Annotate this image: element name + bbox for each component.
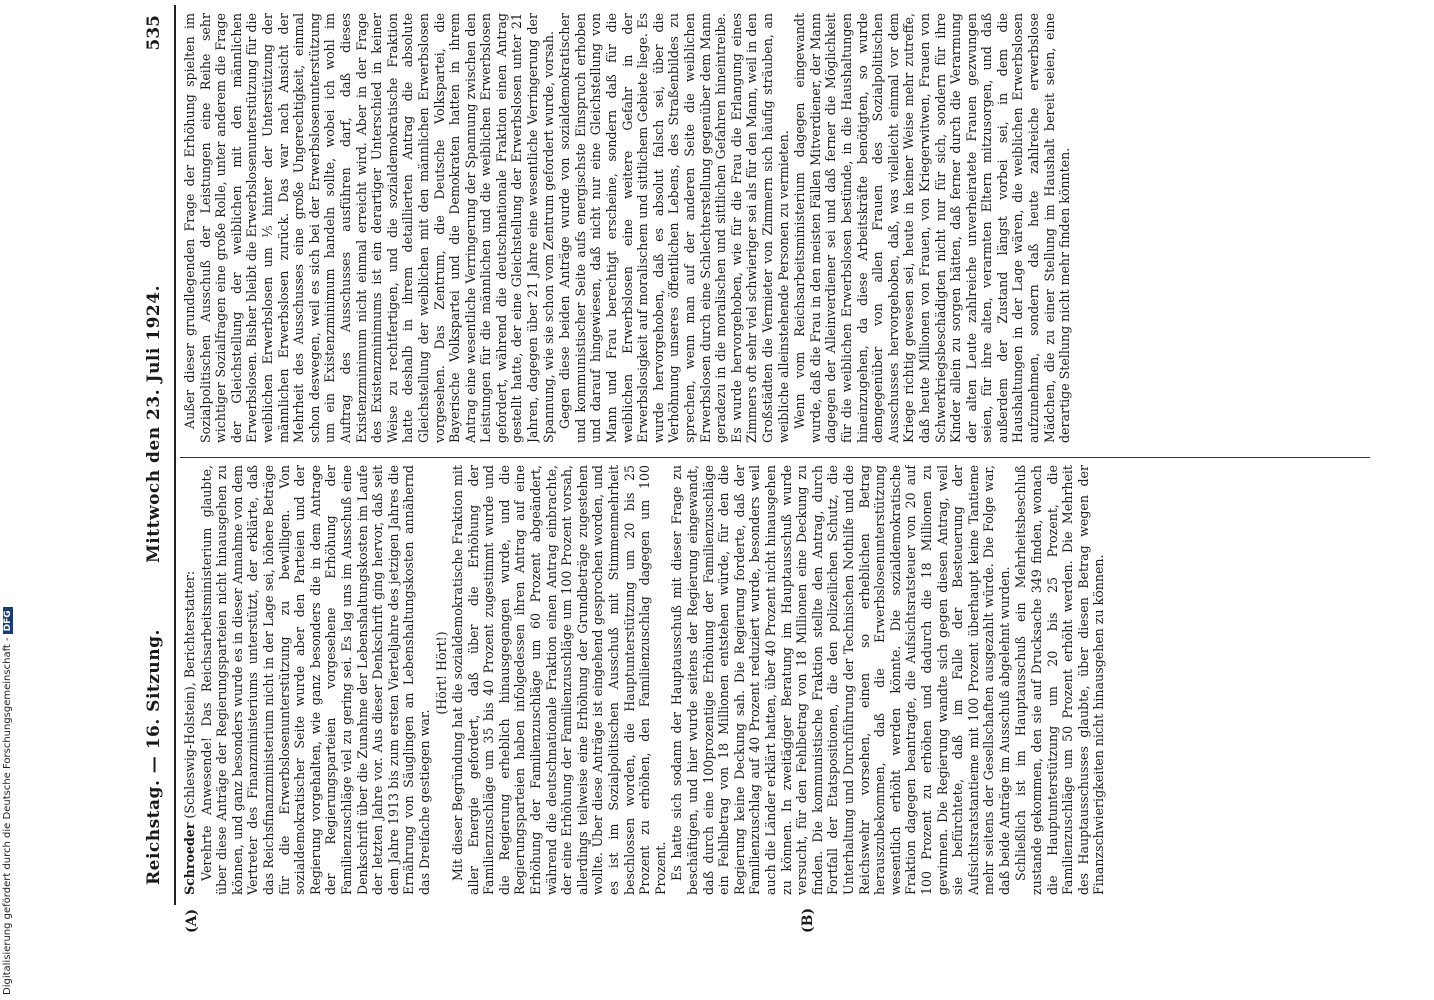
rotated-content: [140, 5, 1380, 933]
right-column: [182, 13, 1370, 443]
margin-mark-b: (B): [800, 907, 816, 933]
page-number: 535: [144, 15, 164, 51]
header-left: Reichstag. — 16. Sitzung.: [144, 629, 164, 885]
credit-text: Digitalisierung gefördert durch die Deutsche Forschungsgemeinschaft -: [2, 637, 13, 995]
paragraph: Gegen diese beiden Anträge wurde von sozialdemokratischer und kommunistischer Seite aufs energischste Einspruch erhoben und darauf hingewiesen, daß nicht nur eine Gleichstellung von Mann und Frau berechtigt erscheine, sondern daß für die weiblichen Erwerbslosen eine weitere Gefahr in der Erwerbslosigkeit auf moralischem und sittlichem Gebiete liege. Es wurde hervorgehoben, daß es absolut falsch sei, über die Verhöhnung unseres öffentlichen Lebens, des Straßenbildes zu sprechen, wenn man auf der anderen Seite die weiblichen Erwerbslosen durch eine Schlechterstellung gegenüber dem Mann geradezu in die moralischen und sittlichen Gefahren hineintreibe. Es wurde hervorgehoben, wie für die Frau die Erlangung eines Zimmers oft sehr viel schwieriger sei als für den Mann, weil in den Großstädten die Vermieter von Zimmern sich häufig sträuben, an weibliche alleinstehende Personen zu vermieten.: [557, 13, 791, 443]
interjection: (Hört! Hört!): [433, 631, 449, 715]
header-right: Mittwoch den 23. Juli 1924.: [144, 285, 164, 564]
margin-mark-a: (A): [184, 908, 200, 933]
paragraph: Außer dieser grundlegenden Frage der Erhöhung spielten im Sozialpolitischen Ausschuß der Leistungen eine Reihe sehr wichtiger Sozialfragen eine große Rolle, unter anderem die Frage der Gleichstellung der weiblichen mit den männlichen Erwerbslosen. Bisher bleibt die Erwerbslosenunterstützung für die weiblichen Erwerbslosen um ⅕ hinter der Unterstützung der männlichen Erwerbslosen zurück. Das war nach Ansicht der Mehrheit des Ausschusses eine große Ungerechtigkeit, einmal schon deswegen, weil es sich bei der Erwerbslosenunterstützung um ein Existenzminimum handeln sollte, wobei ich wohl im Auftrag des Ausschusses ausführen darf, daß dieses Existenzminimum nicht einmal erreicht wird. Aber in der Frage des Existenzminimums ist ein derartiger Unterschied in keiner Weise zu rechtfertigen, und die sozialdemokratische Fraktion hatte deshalb in ihrem detaillierten Antrag die absolute Gleichstellung der weiblichen mit den männlichen Erwerbslosen vorgesehen. Das Zentrum, die Deutsche Volkspartei, die Bayerische Volkspartei und die Demokraten hatten in ihrem Antrag eine wesentliche Verringerung der Spannung zwischen den Leistungen für die männlichen und die weiblichen Erwerbslosen gefordert, während die deutschnationale Fraktion einen Antrag gestellt hatte, der eine Gleichstellung der Erwerbslosen unter 21 Jahren, dagegen über 21 Jahre eine wesentliche Verringerung der Spannung, wie sie schon vom Zentrum gefordert wurde, vorsah.: [182, 13, 556, 443]
paragraph: Es hatte sich sodann der Hauptausschuß mit dieser Frage zu beschäftigen, und hier wurde seitens der Regierung eingewandt, daß durch eine 100prozentige Erhöhung der Familienzuschläge ein Fehlbetrag von 18 Millionen entstehen würde, für den die Regierung keine Deckung sah. Die Regierung forderte, daß der Familienzuschlag auf 40 Prozent reduziert wurde, besonders weil auch die Länder erklärt hatten, über 40 Prozent nicht hinausgehen zu können. In zweitägiger Beratung im Hauptausschuß wurde versucht, für den Fehlbetrag von 18 Millionen eine Deckung zu finden. Die kommunistische Fraktion stellte den Antrag, durch Fortfall der Etatspositionen, die den polizeilichen Schutz, die Unterhaltung und Durchführung der Technischen Nothilfe und die Reichswehr vorsehen, einen so erheblichen Betrag herauszubekommen, daß die Erwerbslosenunterstützung wesentlich erhöht werden könnte. Die sozialdemokratische Fraktion dagegen beantragte, die Aufsichtsratsteuer von 20 auf 100 Prozent zu erhöhen und dadurch die 18 Millionen zu gewinnen. Die Regierung wandte sich gegen diesen Antrag, weil sie befürchtete, daß im Falle der Besteuerung der Aufsichtsratstantieme mit 100 Prozent überhaupt keine Tantieme mehr seitens der Gesellschaften ausgezahlt würde. Die Folge war, daß beide Anträge im Ausschuß abgelehnt wurden.: [669, 465, 1012, 895]
dfg-logo: DFG: [3, 607, 13, 634]
paragraph: Mit dieser Begründung hat die sozialdemokratische Fraktion mit aller Energie gefordert, daß über die Erhöhung der Familienzuschläge um 35 bis 40 Prozent zugestimmt wurde und die Regierung erheblich hinausgegangen wurde, und die Regierungsparteien haben infolgedessen ihren Antrag auf eine Erhöhung der Familienzuschläge um 60 Prozent abgeändert, während die deutschnationale Fraktion einen Antrag einbrachte, der eine Erhöhung der Familienzuschläge um 100 Prozent vorsah, allerdings teilweise eine Erhöhung der Grundbeträge zugestehen wollte. Über diese Anträge ist eingehend gesprochen worden, und es ist im Sozialpolitischen Ausschuß mit Stimmenmehrheit beschlossen worden, die Hauptunterstützung um 20 bis 25 Prozent zu erhöhen, den Familienzuschlag dagegen um 100 Prozent.: [450, 465, 668, 895]
page-header: [140, 5, 176, 905]
left-column: [182, 465, 1370, 895]
paragraph: Verehrte Anwesende! Das Reichsarbeitsministerium glaubte, über diese Anträge der Regierungsparteien nicht hinausgehen zu können, und ganz besonders wurde es in dieser Annahme von dem Vertreter des Finanzministeriums unterstützt, der erklärte, daß das Reichsfinanzministerium nicht in der Lage sei, höhere Beträge für die Erwerbslosenunterstützung zu bewilligen. Von sozialdemokratischer Seite wurde aber den Parteien und der Regierung vorgehalten, wie ganz besonders die in dem Antrage der Regierungsparteien vorgesehene Erhöhung der Familienzuschläge viel zu gering sei. Es lag uns im Ausschuß eine Denkschrift über die Zunahme der Lebenshaltungskosten im Laufe der letzten Jahre vor. Aus dieser Denkschrift ging hervor, daß seit dem Jahre 1913 bis zum ersten Vierteljahre des jetzigen Jahres die Ernährung von Säuglingen an Lebenshaltungskosten annähernd das Dreifache gestiegen war.: [198, 465, 432, 895]
column-divider: [180, 457, 1370, 458]
speaker-name: Schroeder: [182, 822, 197, 895]
speaker-note: (Schleswig-Holstein), Berichterstatter:: [182, 570, 197, 819]
paragraph: Schließlich ist im Hauptausschuß ein Mehrheitsbeschluß zustande gekommen, den sie auf Drucksache 349 finden, wonach die Hauptunterstützung um 20 bis 25 Prozent, die Familienzuschläge um 50 Prozent erhöht werden. Die Mehrheit des Hauptausschusses glaubte, über diesen Betrag wegen der Finanzschwierigkeiten nicht hinausgehen zu können.: [1013, 465, 1107, 895]
paragraph: Wenn vom Reichsarbeitsministerium dagegen eingewandt wurde, daß die Frau in den meisten Fällen Mitverdiener, der Mann dagegen der Alleinverdiener sei und daß ferner die Möglichkeit für die weiblichen Erwerbslosen bestünde, in die Haushaltungen hineinzugehen, da diese Arbeitskräfte benötigten, so wurde demgegenüber von allen Frauen des Sozialpolitischen Ausschusses hervorgehoben, daß, was vielleicht einmal vor dem Kriege richtig gewesen sei, heute in keiner Weise mehr zutreffe, daß heute Millionen von Frauen, von Kriegerwitwen, Frauen von Schwerkriegsbeschädigten nicht nur für sich, sondern für ihre Kinder allein zu sorgen hätten, daß ferner durch die Verarmung der alten Leute zahlreiche unverheiratete Frauen gezwungen seien, für ihre alten, verarmten Eltern mitzusorgen, und daß außerdem der Zustand längst vorbei sei, in dem die Haushaltungen in der Lage wären, die weiblichen Erwerbslosen aufzunehmen, sondern daß heute zahlreiche erwerbslose Mädchen, die zu einer Stellung im Haushalt bereit seien, eine derartige Stellung nicht mehr finden könnten.: [792, 13, 1073, 443]
digitization-credit: [2, 0, 22, 995]
